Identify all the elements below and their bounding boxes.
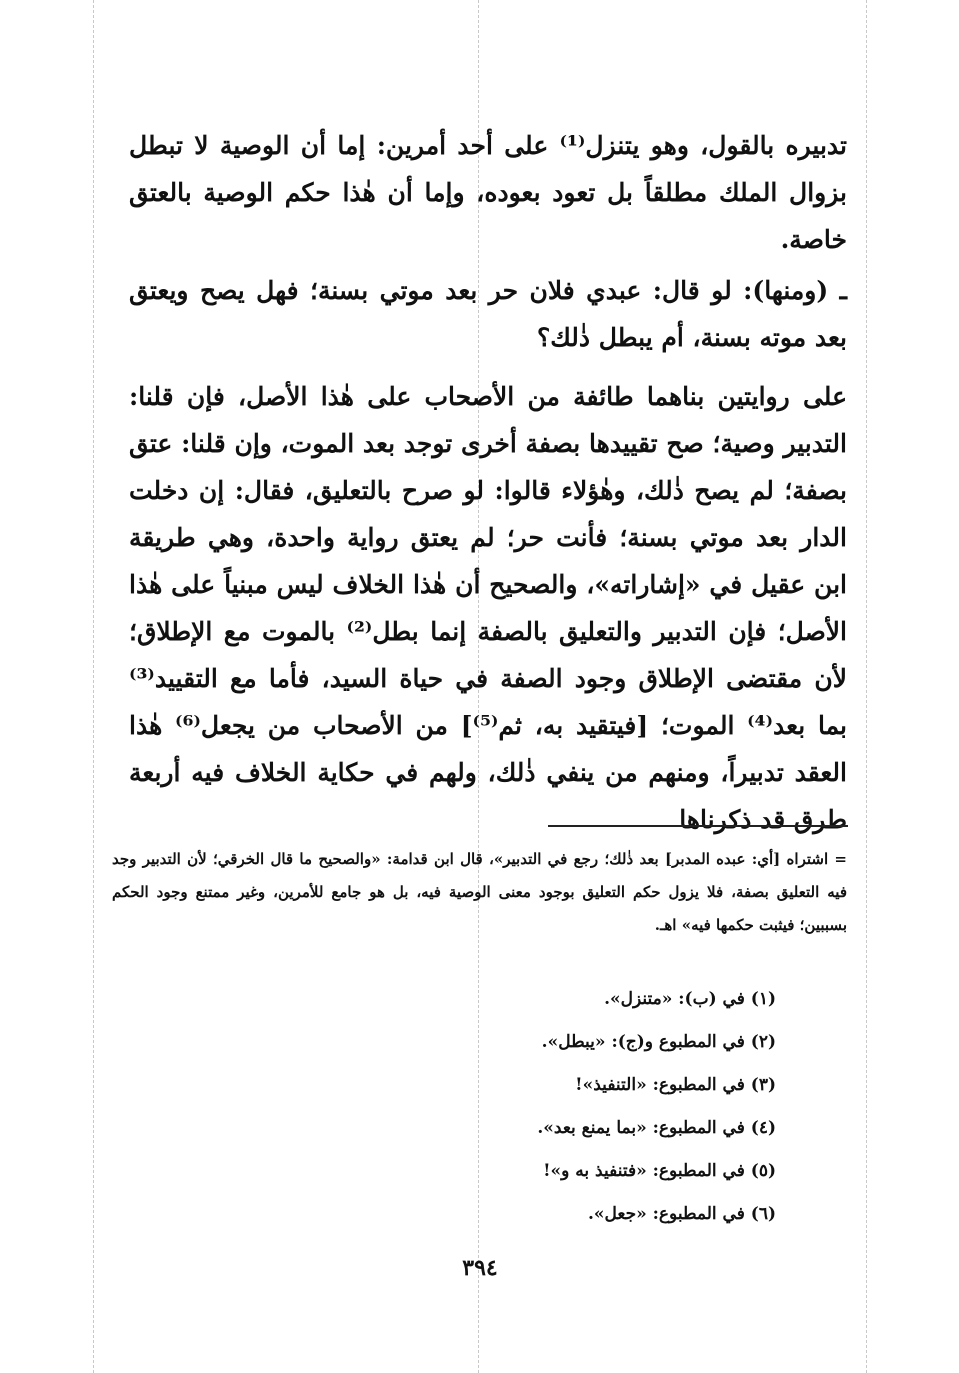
footnote-continuation [112,843,847,942]
paragraph: على روايتين بناهما طائفة من الأصحاب على هٰذا الأصل، فإن قلنا: التدبير وصية؛ صح تقييدها بصفة أخرى توجد بعد الموت، وإن قلنا: عتق بصفة؛ لم يصح ذٰلك، وهٰؤلاء قالوا: لو صرح بالتعليق، فقال: إن دخلت الدار بعد موتي بسنة؛ فأنت حر؛ لم يعتق رواية واحدة، وهي طريقة ابن عقيل في «إشاراته»، والصحيح أن هٰذا الخلاف ليس مبنياً على هٰذا الأصل؛ فإن التدبير والتعليق بالصفة إنما بطل⁽²⁾ بالموت مع الإطلاق؛ لأن مقتضى الإطلاق وجود الصفة في حياة السيد، فأما مع التقييد⁽³⁾ بما بعد⁽⁴⁾ الموت؛ [فيتقيد به، ثم⁽⁵⁾] من الأصحاب من يجعل⁽⁶⁾ هٰذا العقد تدبيراً، ومنهم من ينفي ذٰلك، ولهم في حكاية الخلاف فيه أربعة طرق قد ذكرناها [129,382,848,834]
footnote-item: (٢) في المطبوع و(ج): «يبطل». [541,1032,776,1052]
footnote-list [356,978,776,1236]
footnote-item: (٦) في المطبوع: «جعل». [587,1204,776,1224]
paragraph: ـ (ومنها): لو قال: عبدي فلان حر بعد موتي بسنة؛ فهل يصح ويعتق بعد موته بسنة، أم يبطل ذٰلك؟ [129,276,847,352]
paragraph: تدبيره بالقول، وهو يتنزل⁽¹⁾ على أحد أمرين: إما أن الوصية لا تبطل بزوال الملك مطلقاً بل تعود بعوده، وإما أن هٰذا حكم الوصية بالعتق خاصة. [129,131,847,254]
main-text [129,122,847,843]
footnote-separator [548,825,848,827]
footnote-text: = اشتراه [أي: عبده المدبر] بعد ذٰلك؛ رجع في التدبير»، قال ابن قدامة: «والصحيح ما قال الخرقي؛ لأن التدبير وجد فيه التعليق بصفة، فلا يزول حكم التعليق بوجود معنى الوصية فيه، بل هو جامع للأمرين، وغير ممتنع وجود الحكم بسببين؛ فيثبت حكمها فيه» اهـ. [112,850,847,934]
footnote-item: (٤) في المطبوع: «بما يمنع بعد». [537,1118,776,1138]
page-number: ٣٩٤ [462,1255,498,1281]
footnote-item: (٣) في المطبوع: «التنفيذ»! [575,1075,776,1095]
footnote-item: (١) في (ب): «متنزل». [604,989,776,1009]
footnote-item: (٥) في المطبوع: «فتنفيذ به و»! [543,1161,776,1181]
